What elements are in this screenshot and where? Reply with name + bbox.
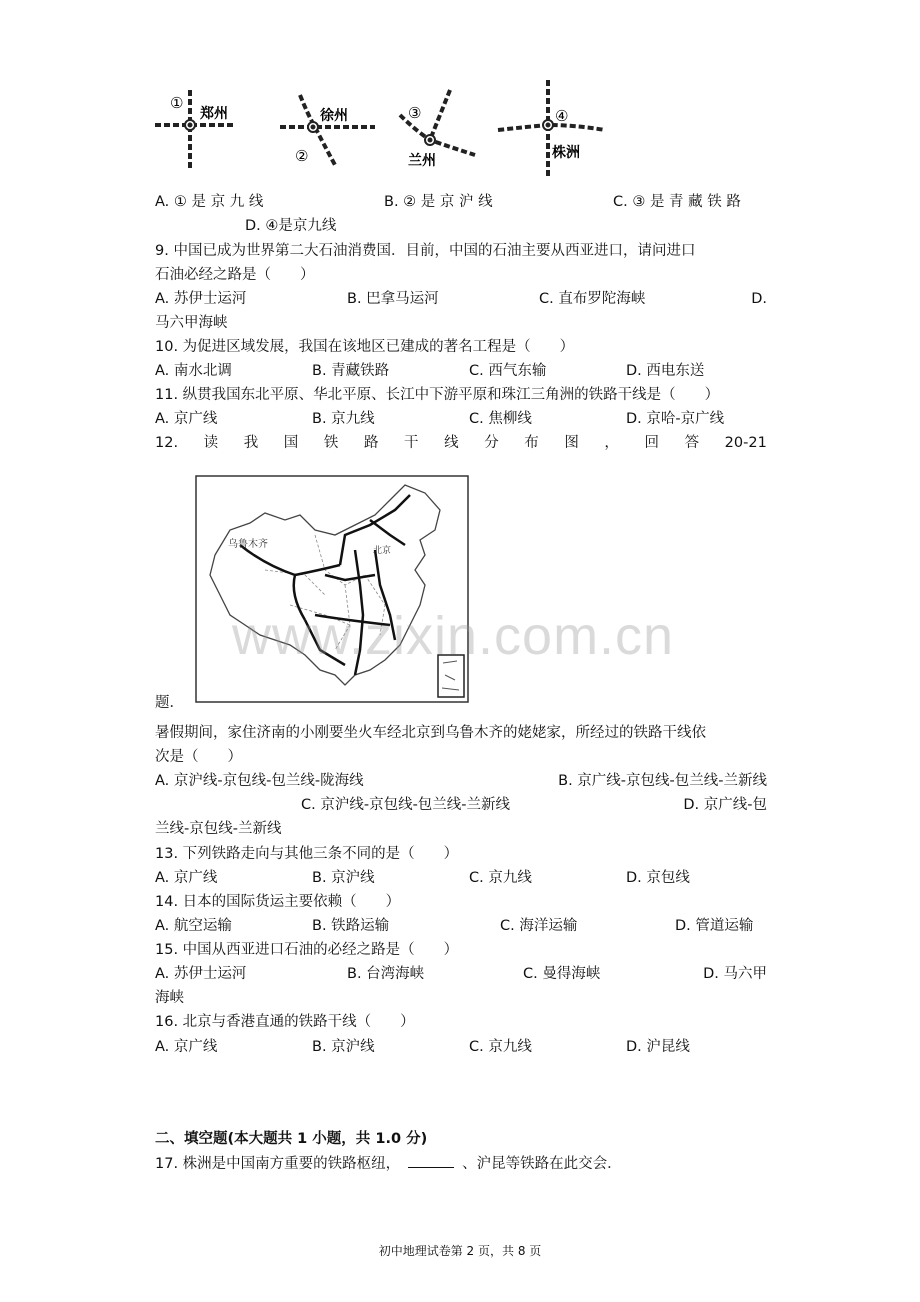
- q12-stem-word: 铁: [323, 435, 339, 451]
- circled-number-1: ①: [170, 94, 184, 112]
- q9-stem-line2: 石油必经之路是（ ）: [155, 267, 315, 283]
- q8-option-a[interactable]: A. ① 是 京 九 线: [155, 194, 264, 210]
- q10-option-d[interactable]: D. 西电东送: [626, 363, 705, 379]
- q12-option-a[interactable]: A. 京沪线-京包线-包兰线-陇海线: [155, 773, 364, 789]
- q12-options-row2: [155, 794, 767, 816]
- q12-stem-word: 布: [524, 435, 539, 451]
- q14-stem: 14. 日本的国际货运主要依赖（ ）: [155, 894, 401, 910]
- q12-after-map: 题．: [155, 695, 184, 711]
- q13-option-d[interactable]: D. 京包线: [626, 870, 690, 886]
- q10-options-row: [155, 360, 767, 382]
- q14-option-d[interactable]: D. 管道运输: [675, 918, 754, 934]
- page-footer: 初中地理试卷第 2 页，共 8 页: [378, 1244, 542, 1258]
- q16-stem: 16. 北京与香港直通的铁路干线（ ）: [155, 1014, 415, 1030]
- q17-text-before: 17. 株洲是中国南方重要的铁路枢纽，: [155, 1156, 401, 1172]
- q9-option-d-wrap: 马六甲海峡: [155, 315, 228, 331]
- q15-options-row: [155, 963, 767, 985]
- q10-stem: 10. 为促进区域发展，我国在该地区已建成的著名工程是（ ）: [155, 339, 575, 355]
- q11-options-row: [155, 408, 767, 430]
- q9-option-b[interactable]: B. 巴拿马运河: [347, 291, 439, 307]
- city-label-xuzhou: 徐州: [320, 108, 348, 124]
- q13-option-c[interactable]: C. 京九线: [469, 870, 532, 886]
- q12-stem-word: 读: [203, 435, 219, 451]
- junction-figures: [150, 75, 620, 185]
- q11-stem: 11. 纵贯我国东北平原、华北平原、长江中下游平原和珠江三角洲的铁路干线是（ ）: [155, 387, 720, 403]
- q15-option-c[interactable]: C. 曼得海峡: [523, 966, 601, 982]
- q12-stem-word: 20-21: [724, 435, 767, 451]
- q16-option-c[interactable]: C. 京九线: [469, 1039, 532, 1055]
- q17-stem: [155, 1153, 622, 1175]
- city-label-lanzhou: 兰州: [408, 153, 436, 169]
- q15-stem: 15. 中国从西亚进口石油的必经之路是（ ）: [155, 942, 459, 958]
- q8-options-row: [155, 191, 767, 213]
- junction-zhengzhou-figure: [155, 90, 235, 170]
- q12-stem-word: ，: [604, 435, 619, 451]
- q12-stem-word: 答: [684, 435, 700, 451]
- q16-option-d[interactable]: D. 沪昆线: [626, 1039, 690, 1055]
- q12-stem-word: 回: [644, 435, 659, 451]
- q13-stem: 13. 下列铁路走向与其他三条不同的是（ ）: [155, 846, 459, 862]
- q10-option-b[interactable]: B. 青藏铁路: [312, 363, 390, 379]
- q11-option-d[interactable]: D. 京哈-京广线: [626, 411, 725, 427]
- q12-stem-word: 我: [243, 435, 259, 451]
- circled-number-2: ②: [295, 147, 309, 165]
- q12-stem-word: 国: [283, 435, 299, 451]
- q16-options-row: [155, 1036, 767, 1058]
- q12-options-row1: [155, 770, 767, 792]
- q9-option-c[interactable]: C. 直布罗陀海峡: [539, 291, 646, 307]
- q13-option-b[interactable]: B. 京沪线: [312, 870, 375, 886]
- q15-option-d-wrap: 海峡: [155, 990, 184, 1006]
- q9-option-a[interactable]: A. 苏伊士运河: [155, 291, 247, 307]
- q12-stem-word: 12.: [155, 435, 179, 451]
- q12-sub-line1: 暑假期间，家住济南的小刚要坐火车经北京到乌鲁木齐的姥姥家，所经过的铁路干线依: [155, 725, 706, 741]
- q10-option-a[interactable]: A. 南水北调: [155, 363, 232, 379]
- section2-heading: 二、填空题(本大题共 1 小题，共 1.0 分): [155, 1131, 428, 1147]
- q12-option-d[interactable]: D. 京广线-包: [683, 797, 767, 813]
- q11-option-b[interactable]: B. 京九线: [312, 411, 375, 427]
- q12-stem-word: 图: [564, 435, 579, 451]
- q8-option-b[interactable]: B. ② 是 京 沪 线: [384, 194, 493, 210]
- q10-option-c[interactable]: C. 西气东输: [469, 363, 547, 379]
- q13-option-a[interactable]: A. 京广线: [155, 870, 218, 886]
- q14-option-a[interactable]: A. 航空运输: [155, 918, 232, 934]
- q11-option-a[interactable]: A. 京广线: [155, 411, 218, 427]
- q12-stem-word: 干: [404, 435, 419, 451]
- q12-stem-word: 分: [484, 435, 499, 451]
- q14-option-b[interactable]: B. 铁路运输: [312, 918, 390, 934]
- q15-option-b[interactable]: B. 台湾海峡: [347, 966, 425, 982]
- q8-option-d[interactable]: D. ④是京九线: [245, 218, 337, 234]
- circled-number-3: ③: [408, 104, 422, 122]
- q14-options-row: [155, 915, 767, 937]
- q12-stem: [155, 432, 767, 454]
- q15-option-a[interactable]: A. 苏伊士运河: [155, 966, 247, 982]
- circled-number-4: ④: [555, 107, 569, 125]
- map-label-beijing: 北京: [373, 546, 392, 556]
- q12-option-d-wrap: 兰线-京包线-兰新线: [155, 821, 282, 837]
- junction-lanzhou-figure: [400, 90, 475, 155]
- q16-option-b[interactable]: B. 京沪线: [312, 1039, 375, 1055]
- q17-answer-blank[interactable]: [408, 1153, 454, 1168]
- q14-option-c[interactable]: C. 海洋运输: [500, 918, 578, 934]
- map-label-urumqi: 乌鲁木齐: [228, 539, 268, 550]
- q12-option-b[interactable]: B. 京广线-京包线-包兰线-兰新线: [558, 773, 767, 789]
- q15-option-d[interactable]: D. 马六甲: [703, 966, 767, 982]
- q8-option-c[interactable]: C. ③ 是 青 藏 铁 路: [613, 194, 741, 210]
- q17-text-after: 、沪昆等铁路在此交会．: [462, 1156, 622, 1172]
- q12-stem-word: 路: [363, 435, 379, 451]
- q12-stem-word: 线: [444, 435, 459, 451]
- city-label-zhuzhou: 株洲: [552, 145, 580, 161]
- china-railway-map: [195, 475, 470, 705]
- q12-sub-line2: 次是（ ）: [155, 749, 242, 765]
- q9-options-row: [155, 288, 767, 310]
- city-label-zhengzhou: 郑州: [200, 106, 228, 122]
- q12-option-c[interactable]: C. 京沪线-京包线-包兰线-兰新线: [301, 797, 511, 813]
- junction-zhuzhou-figure: [498, 80, 605, 177]
- watermark: www.zixin.com.cn: [232, 606, 675, 666]
- q11-option-c[interactable]: C. 焦柳线: [469, 411, 532, 427]
- q13-options-row: [155, 867, 767, 889]
- q9-stem-line1: 9. 中国已成为世界第二大石油消费国．目前，中国的石油主要从西亚进口，请问进口: [155, 243, 696, 259]
- q9-option-d[interactable]: D.: [751, 291, 767, 307]
- q16-option-a[interactable]: A. 京广线: [155, 1039, 218, 1055]
